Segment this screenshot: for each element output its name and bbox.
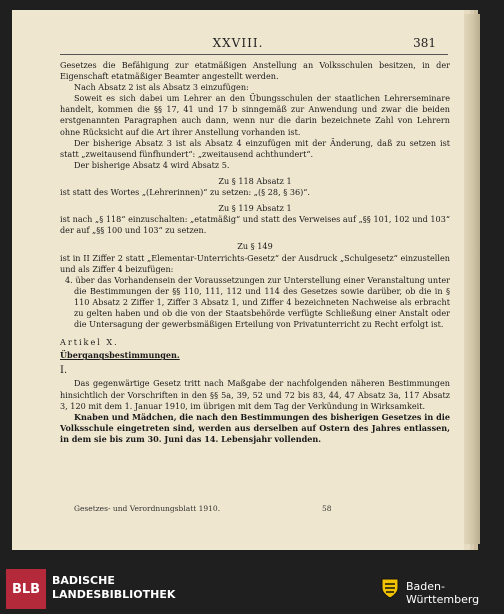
header-title: XXVIII. [212, 36, 264, 50]
page-edge [464, 14, 480, 544]
blb-badge-text: BLB [11, 581, 41, 597]
section-heading: Zu § 119 Absatz 1 [218, 203, 292, 214]
page-header [12, 36, 464, 52]
document-page [12, 10, 464, 550]
paragraph: Knaben und Mädchen, die nach den Bestimmungen des bisherigen Gesetzes in die Volksschule eingetreten sind, werden aus derselben auf Ostern des Jahres entlassen, in dem sie bis zum 30. Juni das 14. Lebensjahr vollenden. [60, 411, 450, 444]
coat-of-arms-icon[interactable] [378, 576, 402, 600]
paragraph: ist statt des Wortes „(Lehrerinnen)“ zu setzen: „(§ 28, § 36)“. [60, 187, 311, 198]
bw-state-name[interactable]: Baden-Württemberg [406, 580, 480, 606]
paragraph: Nach Absatz 2 ist als Absatz 3 einzufügen: [74, 82, 249, 93]
blb-name-line2: LANDESBIBLIOTHEK [52, 588, 176, 601]
header-page-number: 381 [413, 36, 436, 50]
article-heading: Artikel X. [60, 337, 119, 348]
paragraph: Gesetzes die Befähigung zur etatmäßigen Anstellung an Volksschulen besitzen, in der Eigenschaft etatmäßiger Beamter angestellt werden. [60, 60, 450, 82]
roman-numeral-heading: I. [60, 365, 68, 377]
footer-sheet-number: 58 [322, 504, 332, 513]
blb-name[interactable] [52, 574, 175, 602]
paragraph: ist in II Ziffer 2 statt „Elementar-Unterrichts-Gesetz“ der Ausdruck „Schulgesetz“ einzustellen und als Ziffer 4 beizufügen: [60, 252, 450, 274]
section-heading: Zu § 118 Absatz 1 [218, 175, 292, 186]
paragraph: Das gegenwärtige Gesetz tritt nach Maßgabe der nachfolgenden näheren Bestimmungen hinsichtlich der Vorschriften in den §§ 5a, 39, 52 und 72 bis 83, 44, 47 Absatz 3a, 117 Absatz 3, 120 mit dem 1. Januar 1910, im übrigen mit dem Tag der Verkündung in Wirksamkeit. [60, 378, 450, 411]
paragraph: Der bisherige Absatz 4 wird Absatz 5. [74, 159, 230, 170]
paragraph: ist nach „§ 118“ einzuschalten: „etatmäßig“ und statt des Verweises auf „§§ 101, 102 und 103“ der auf „§§ 100 und 103“ zu setzen. [60, 214, 450, 236]
blb-logo-icon[interactable] [6, 569, 46, 609]
article-subheading: Übergangsbestimmungen. [60, 350, 180, 361]
footer-publication: Gesetzes- und Verordnungsblatt 1910. [74, 504, 221, 513]
header-rule [60, 54, 448, 55]
paragraph: Der bisherige Absatz 3 ist als Absatz 4 einzufügen mit der Änderung, daß zu setzen ist statt „zweitausend fünfhundert“: „zweitausend achthundert“. [60, 137, 450, 159]
section-heading: Zu § 149 [237, 241, 273, 252]
paragraph: Soweit es sich dabei um Lehrer an den Übungsschulen der staatlichen Lehrerseminare handelt, kommen die §§ 17, 41 und 17 b sinngemäß zur Anwendung und zwar die beiden erstgenannten Paragraphen auch dann, wenn nur die darin bezeichnete Zahl von Lehrern ohne Rücksicht auf die Art ihrer Anstellung vorhanden ist. [60, 93, 450, 137]
page-content [60, 60, 450, 445]
list-item: 4. über das Vorhandensein der Voraussetzungen zur Unterstellung einer Veranstaltung unter die Bestimmungen der §§ 110, 111, 112 und 114 des Gesetzes sowie darüber, ob die in § 110 Absatz 2 Ziffer 1, Ziffer 3 Absatz 1, und Ziffer 4 bezeichneten Nachweise als erbracht zu gelten haben und ob die von der Staatsbehörde verfügte Schließung einer Anstalt oder die Untersagung der gewerbsmäßigen Erteilung von Privatunterricht zu Recht erfolgt ist. [65, 274, 450, 330]
blb-name-line1: BADISCHE [52, 574, 115, 587]
branding-bar [0, 560, 504, 614]
